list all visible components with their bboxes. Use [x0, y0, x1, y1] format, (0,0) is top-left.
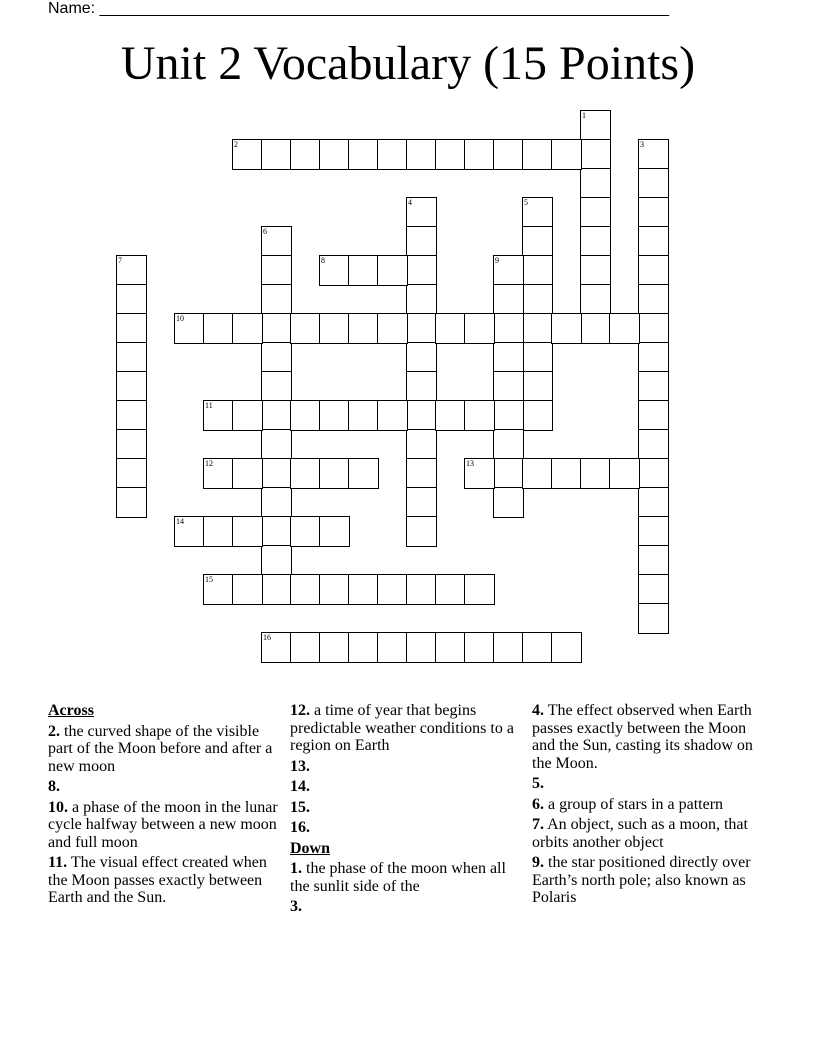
clue-number: 9. — [532, 854, 544, 871]
crossword-cell[interactable] — [406, 139, 437, 170]
crossword-cell[interactable] — [377, 632, 408, 663]
across-clue-8 — [48, 778, 282, 796]
name-field-label: Name: ________________________________________________________________ — [48, 0, 670, 17]
across-clue-12 — [290, 702, 524, 755]
crossword-cell[interactable] — [522, 342, 553, 373]
crossword-cell[interactable] — [261, 400, 292, 431]
cell-number: 6 — [263, 227, 267, 236]
crossword-cell[interactable] — [493, 371, 524, 402]
crossword-cell[interactable] — [319, 574, 350, 605]
crossword-cell[interactable] — [319, 516, 350, 547]
crossword-cell[interactable] — [116, 429, 147, 460]
crossword-cell[interactable] — [203, 313, 234, 344]
crossword-cell[interactable] — [609, 458, 640, 489]
crossword-cell[interactable] — [348, 255, 379, 286]
crossword-cell[interactable] — [638, 226, 669, 257]
clue-number: 10. — [48, 798, 68, 816]
crossword-cell[interactable] — [232, 313, 263, 344]
crossword-cell[interactable] — [464, 139, 495, 170]
crossword-cell[interactable] — [406, 255, 437, 286]
crossword-cell[interactable] — [377, 139, 408, 170]
across-clue-10 — [48, 799, 282, 852]
cell-number: 9 — [495, 256, 499, 265]
crossword-cell[interactable] — [435, 313, 466, 344]
crossword-cell[interactable] — [290, 632, 321, 663]
cell-number: 7 — [118, 256, 122, 265]
crossword-cell[interactable] — [638, 487, 669, 518]
crossword-cell[interactable] — [493, 139, 524, 170]
crossword-cell[interactable] — [522, 226, 553, 257]
crossword-cell[interactable] — [261, 516, 292, 547]
crossword-cell[interactable] — [348, 139, 379, 170]
clue-number: 6. — [532, 795, 544, 813]
clue-number: 14. — [290, 778, 310, 795]
clue-number: 5. — [532, 775, 544, 792]
crossword-cell[interactable] — [377, 400, 408, 431]
crossword-cell[interactable] — [261, 226, 292, 257]
cell-number: 2 — [234, 140, 238, 149]
crossword-cell[interactable] — [290, 574, 321, 605]
crossword-cell[interactable] — [435, 632, 466, 663]
crossword-cell[interactable] — [464, 313, 495, 344]
crossword-cell[interactable] — [348, 400, 379, 431]
crossword-cell[interactable] — [319, 632, 350, 663]
crossword-cell[interactable] — [493, 400, 524, 431]
crossword-cell[interactable] — [406, 400, 437, 431]
crossword-cell[interactable] — [551, 458, 582, 489]
cell-number: 12 — [205, 459, 213, 468]
crossword-cell[interactable] — [203, 574, 234, 605]
crossword-cell[interactable] — [290, 400, 321, 431]
crossword-cell[interactable] — [493, 458, 524, 489]
crossword-cell[interactable] — [638, 574, 669, 605]
clue-number: 11. — [48, 854, 68, 871]
crossword-cell[interactable] — [377, 574, 408, 605]
crossword-cell[interactable] — [638, 516, 669, 547]
cell-number: 11 — [205, 401, 213, 410]
crossword-cell[interactable] — [638, 371, 669, 402]
crossword-cell[interactable] — [203, 400, 234, 431]
crossword-cell[interactable] — [348, 632, 379, 663]
cell-number: 13 — [466, 459, 474, 468]
crossword-cell[interactable] — [261, 313, 292, 344]
crossword-cell[interactable] — [116, 458, 147, 489]
down-clue-7 — [532, 816, 766, 851]
crossword-cell[interactable] — [377, 313, 408, 344]
clue-number: 15. — [290, 798, 310, 816]
crossword-cell[interactable] — [290, 313, 321, 344]
crossword-cell[interactable] — [638, 139, 669, 170]
crossword-cell[interactable] — [580, 197, 611, 228]
crossword-cell[interactable] — [348, 574, 379, 605]
crossword-cell[interactable] — [406, 226, 437, 257]
crossword-cell[interactable] — [261, 545, 292, 576]
crossword-cell[interactable] — [261, 632, 292, 663]
clue-number: 8. — [48, 778, 60, 795]
crossword-cell[interactable] — [406, 632, 437, 663]
crossword-cell[interactable] — [348, 313, 379, 344]
crossword-cell[interactable] — [406, 313, 437, 344]
crossword-cell[interactable] — [174, 313, 205, 344]
across-clue-15 — [290, 799, 524, 817]
crossword-cell[interactable] — [551, 313, 582, 344]
clue-number: 16. — [290, 819, 310, 836]
crossword-cell[interactable] — [261, 284, 292, 315]
crossword-cell[interactable] — [116, 255, 147, 286]
crossword-cell[interactable] — [493, 342, 524, 373]
crossword-cell[interactable] — [522, 371, 553, 402]
page-title: Unit 2 Vocabulary (15 Points) — [120, 37, 696, 90]
clue-column-2 — [290, 702, 524, 919]
crossword-cell[interactable] — [319, 139, 350, 170]
crossword-cell[interactable] — [319, 400, 350, 431]
crossword-cell[interactable] — [435, 400, 466, 431]
crossword-cell[interactable] — [493, 487, 524, 518]
crossword-cell[interactable] — [551, 139, 582, 170]
crossword-cell[interactable] — [638, 458, 669, 489]
crossword-cell[interactable] — [261, 342, 292, 373]
crossword-cell[interactable] — [406, 342, 437, 373]
cell-number: 15 — [205, 575, 213, 584]
crossword-cell[interactable] — [551, 632, 582, 663]
crossword-cell[interactable] — [406, 197, 437, 228]
crossword-cell[interactable] — [522, 284, 553, 315]
crossword-cell[interactable] — [522, 632, 553, 663]
crossword-cell[interactable] — [638, 168, 669, 199]
crossword-cell[interactable] — [580, 255, 611, 286]
crossword-cell[interactable] — [261, 574, 292, 605]
crossword-cell[interactable] — [261, 429, 292, 460]
cell-number: 4 — [408, 198, 412, 207]
crossword-cell[interactable] — [638, 342, 669, 373]
crossword-cell[interactable] — [232, 574, 263, 605]
clue-text: The visual effect created when the Moon passes exactly between Earth and the Sun. — [48, 854, 267, 906]
crossword-cell[interactable] — [319, 458, 350, 489]
crossword-cell[interactable] — [580, 168, 611, 199]
crossword-cell[interactable] — [493, 284, 524, 315]
clue-number: 12. — [290, 702, 310, 719]
crossword-cell[interactable] — [435, 574, 466, 605]
crossword-cell[interactable] — [348, 458, 379, 489]
clue-number: 4. — [532, 702, 544, 719]
crossword-cell[interactable] — [116, 371, 147, 402]
crossword-cell[interactable] — [638, 197, 669, 228]
clue-text: An object, such as a moon, that orbits another object — [532, 816, 748, 851]
crossword-cell[interactable] — [580, 139, 611, 170]
clue-text: a group of stars in a pattern — [544, 795, 724, 813]
crossword-cell[interactable] — [406, 284, 437, 315]
clue-number: 2. — [48, 722, 60, 740]
crossword-cell[interactable] — [493, 255, 524, 286]
down-clue-1 — [290, 860, 524, 895]
crossword-cell[interactable] — [203, 458, 234, 489]
crossword-cell[interactable] — [290, 458, 321, 489]
cell-number: 5 — [524, 198, 528, 207]
crossword-cell[interactable] — [261, 458, 292, 489]
crossword-cell[interactable] — [406, 429, 437, 460]
crossword-cell[interactable] — [174, 516, 205, 547]
crossword-cell[interactable] — [493, 632, 524, 663]
down-clue-5 — [532, 775, 766, 793]
crossword-cell[interactable] — [638, 255, 669, 286]
clue-column-3 — [532, 702, 766, 910]
crossword-cell[interactable] — [261, 255, 292, 286]
crossword-cell[interactable] — [609, 313, 640, 344]
crossword-cell[interactable] — [464, 574, 495, 605]
crossword-cell[interactable] — [116, 487, 147, 518]
crossword-cell[interactable] — [319, 313, 350, 344]
crossword-cell[interactable] — [580, 226, 611, 257]
crossword-cell[interactable] — [522, 313, 553, 344]
cell-number: 14 — [176, 517, 184, 526]
cell-number: 10 — [176, 314, 184, 323]
crossword-cell[interactable] — [638, 429, 669, 460]
across-clue-14 — [290, 778, 524, 796]
down-clue-6 — [532, 796, 766, 814]
clue-text: a time of year that begins predictable weather conditions to a region on Earth — [290, 702, 514, 754]
clue-number: 7. — [532, 816, 544, 833]
cell-number: 3 — [640, 140, 644, 149]
crossword-cell[interactable] — [406, 516, 437, 547]
clue-text: the phase of the moon when all the sunlit side of the — [290, 860, 506, 895]
crossword-cell[interactable] — [638, 313, 669, 344]
crossword-cell[interactable] — [261, 371, 292, 402]
across-clue-2 — [48, 723, 282, 776]
down-clue-4 — [532, 702, 766, 772]
cell-number: 8 — [321, 256, 325, 265]
crossword-cell[interactable] — [580, 284, 611, 315]
crossword-cell[interactable] — [290, 139, 321, 170]
down-clue-9 — [532, 854, 766, 907]
down-clue-3 — [290, 898, 524, 916]
cell-number: 1 — [582, 111, 586, 120]
across-clue-16 — [290, 819, 524, 837]
crossword-cell[interactable] — [116, 400, 147, 431]
crossword-cell[interactable] — [377, 255, 408, 286]
clue-number: 13. — [290, 757, 310, 775]
crossword-cell[interactable] — [522, 255, 553, 286]
crossword-cell[interactable] — [232, 400, 263, 431]
crossword-cell[interactable] — [638, 603, 669, 634]
crossword-cell[interactable] — [522, 139, 553, 170]
crossword-cell[interactable] — [261, 487, 292, 518]
crossword-cell[interactable] — [638, 400, 669, 431]
across-clue-11 — [48, 854, 282, 907]
crossword-cell[interactable] — [638, 284, 669, 315]
crossword-cell[interactable] — [232, 516, 263, 547]
crossword-cell[interactable] — [522, 458, 553, 489]
clue-column-1 — [48, 702, 282, 910]
crossword-cell[interactable] — [464, 632, 495, 663]
crossword-cell[interactable] — [493, 429, 524, 460]
crossword-cell[interactable] — [232, 139, 263, 170]
down-heading: Down — [290, 839, 331, 857]
crossword-cell[interactable] — [638, 545, 669, 576]
crossword-cell[interactable] — [406, 458, 437, 489]
crossword-cell[interactable] — [116, 313, 147, 344]
cell-number: 16 — [263, 633, 271, 642]
crossword-cell[interactable] — [116, 342, 147, 373]
clue-text: The effect observed when Earth passes exactly between the Moon and the Sun, casting its shadow on the Moon. — [532, 702, 753, 772]
crossword-cell[interactable] — [290, 516, 321, 547]
clue-number: 3. — [290, 898, 302, 915]
crossword-cell[interactable] — [464, 458, 495, 489]
crossword-cell[interactable] — [203, 516, 234, 547]
crossword-cell[interactable] — [464, 400, 495, 431]
crossword-cell[interactable] — [406, 574, 437, 605]
across-clue-13 — [290, 758, 524, 776]
clue-text: a phase of the moon in the lunar cycle halfway between a new moon and full moon — [48, 798, 278, 851]
clue-text: the curved shape of the visible part of the Moon before and after a new moon — [48, 722, 273, 775]
crossword-cell[interactable] — [116, 284, 147, 315]
crossword-cell[interactable] — [580, 110, 611, 141]
crossword-cell[interactable] — [522, 400, 553, 431]
crossword-cell[interactable] — [580, 458, 611, 489]
across-heading: Across — [48, 702, 94, 719]
crossword-cell[interactable] — [493, 313, 524, 344]
clue-text: the star positioned directly over Earth’s north pole; also known as Polaris — [532, 854, 751, 906]
crossword-cell[interactable] — [435, 139, 466, 170]
crossword-cell[interactable] — [232, 458, 263, 489]
crossword-cell[interactable] — [406, 487, 437, 518]
crossword-cell[interactable] — [580, 313, 611, 344]
crossword-cell[interactable] — [522, 197, 553, 228]
crossword-cell[interactable] — [319, 255, 350, 286]
crossword-cell[interactable] — [261, 139, 292, 170]
clue-number: 1. — [290, 860, 302, 877]
crossword-cell[interactable] — [406, 371, 437, 402]
